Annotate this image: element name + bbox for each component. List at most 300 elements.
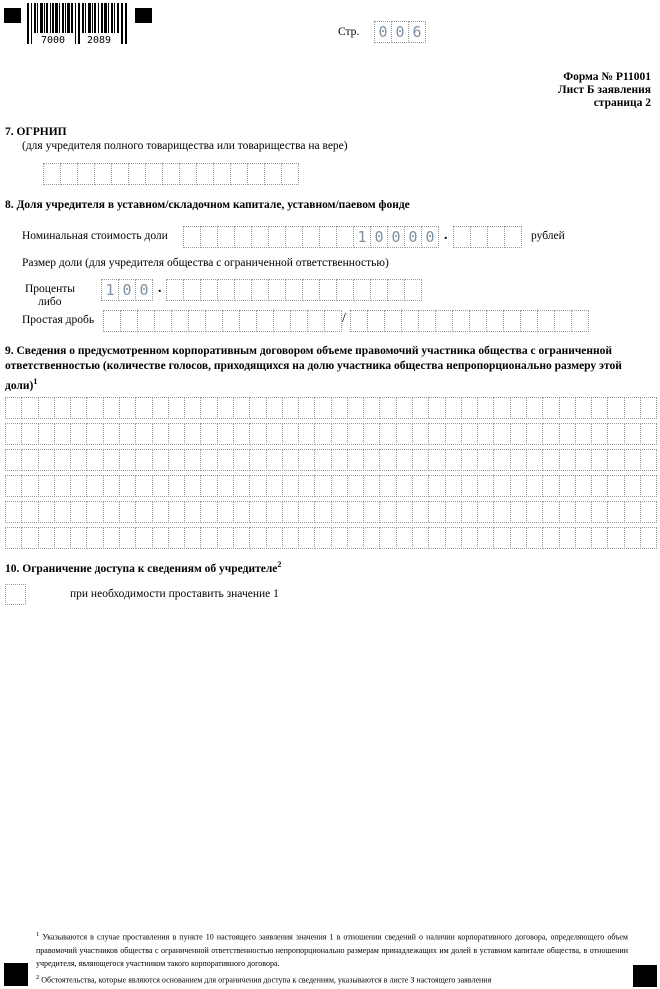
form-cell[interactable] [103, 501, 120, 523]
form-cell[interactable] [152, 501, 169, 523]
form-cell[interactable] [183, 226, 201, 248]
form-cell[interactable] [273, 310, 291, 332]
form-cell[interactable] [249, 423, 266, 445]
form-cell[interactable] [168, 527, 185, 549]
form-cell[interactable] [640, 501, 657, 523]
form-cell[interactable] [290, 310, 308, 332]
form-cell[interactable] [171, 310, 189, 332]
form-cell[interactable] [285, 279, 303, 301]
form-cell[interactable] [21, 501, 38, 523]
form-cell[interactable] [251, 226, 269, 248]
form-cell[interactable] [233, 423, 250, 445]
form-cell[interactable] [247, 163, 265, 185]
form-cell[interactable] [298, 449, 315, 471]
form-cell[interactable] [461, 423, 478, 445]
form-cell[interactable] [445, 397, 462, 419]
form-cell[interactable] [510, 449, 527, 471]
form-cell[interactable] [196, 163, 214, 185]
form-cell[interactable] [331, 527, 348, 549]
form-cell[interactable] [38, 423, 55, 445]
text-field-row[interactable] [5, 527, 656, 549]
form-cell[interactable] [298, 501, 315, 523]
form-cell[interactable] [503, 310, 521, 332]
form-cell[interactable] [135, 527, 152, 549]
form-cell[interactable] [607, 501, 624, 523]
form-cell[interactable] [249, 527, 266, 549]
form-cell[interactable] [233, 449, 250, 471]
form-cell[interactable] [575, 397, 592, 419]
form-cell[interactable] [559, 501, 576, 523]
form-cell[interactable] [363, 397, 380, 419]
ogrnip-field[interactable] [43, 163, 298, 185]
fraction-denominator-field[interactable] [350, 310, 588, 332]
form-cell[interactable] [477, 397, 494, 419]
form-cell[interactable] [559, 449, 576, 471]
form-cell[interactable] [591, 501, 608, 523]
form-cell[interactable] [347, 501, 364, 523]
form-cell[interactable] [363, 449, 380, 471]
percent-int-field[interactable] [101, 279, 152, 301]
form-cell[interactable] [168, 475, 185, 497]
form-cell[interactable] [120, 310, 138, 332]
form-cell[interactable] [510, 475, 527, 497]
form-cell[interactable] [168, 397, 185, 419]
form-cell[interactable] [21, 397, 38, 419]
form-cell[interactable] [607, 527, 624, 549]
form-cell[interactable] [493, 423, 510, 445]
form-cell[interactable] [268, 279, 286, 301]
form-cell[interactable] [256, 310, 274, 332]
form-cell[interactable] [217, 501, 234, 523]
form-cell[interactable] [428, 397, 445, 419]
form-cell[interactable] [5, 527, 22, 549]
form-cell[interactable] [542, 397, 559, 419]
form-cell[interactable] [183, 279, 201, 301]
form-cell[interactable] [607, 475, 624, 497]
form-cell[interactable] [559, 475, 576, 497]
form-cell[interactable] [234, 226, 252, 248]
form-cell[interactable] [217, 226, 235, 248]
form-cell[interactable] [363, 501, 380, 523]
form-cell[interactable] [477, 475, 494, 497]
form-cell[interactable] [510, 501, 527, 523]
form-cell[interactable] [285, 226, 303, 248]
form-cell[interactable] [510, 527, 527, 549]
form-cell[interactable] [510, 423, 527, 445]
form-cell[interactable] [111, 163, 129, 185]
form-cell[interactable] [230, 163, 248, 185]
form-cell[interactable] [331, 397, 348, 419]
form-cell[interactable] [461, 475, 478, 497]
form-cell[interactable] [298, 397, 315, 419]
form-cell[interactable]: 0 [118, 279, 136, 301]
form-cell[interactable] [314, 501, 331, 523]
form-cell[interactable] [38, 397, 55, 419]
form-cell[interactable] [86, 475, 103, 497]
form-cell[interactable] [152, 527, 169, 549]
form-cell[interactable] [559, 527, 576, 549]
form-cell[interactable]: 0 [387, 226, 405, 248]
form-cell[interactable] [607, 449, 624, 471]
form-cell[interactable] [239, 310, 257, 332]
form-cell[interactable] [152, 449, 169, 471]
form-cell[interactable] [493, 501, 510, 523]
form-cell[interactable] [542, 449, 559, 471]
form-cell[interactable] [205, 310, 223, 332]
text-field-row[interactable] [5, 501, 656, 523]
form-cell[interactable] [119, 527, 136, 549]
form-cell[interactable] [331, 475, 348, 497]
form-cell[interactable] [526, 501, 543, 523]
form-cell[interactable] [5, 475, 22, 497]
form-cell[interactable] [379, 449, 396, 471]
form-cell[interactable] [591, 397, 608, 419]
form-cell[interactable] [233, 501, 250, 523]
form-cell[interactable] [363, 527, 380, 549]
form-cell[interactable] [282, 423, 299, 445]
form-cell[interactable] [542, 527, 559, 549]
form-cell[interactable] [5, 423, 22, 445]
form-cell[interactable] [461, 501, 478, 523]
form-cell[interactable] [396, 475, 413, 497]
form-cell[interactable] [640, 475, 657, 497]
form-cell[interactable] [624, 449, 641, 471]
form-cell[interactable] [152, 423, 169, 445]
form-cell[interactable] [314, 423, 331, 445]
form-cell[interactable] [575, 527, 592, 549]
form-cell[interactable] [452, 310, 470, 332]
form-cell[interactable] [396, 397, 413, 419]
form-cell[interactable] [200, 527, 217, 549]
form-cell[interactable] [537, 310, 555, 332]
form-cell[interactable] [217, 423, 234, 445]
form-cell[interactable] [477, 423, 494, 445]
form-cell[interactable] [184, 527, 201, 549]
form-cell[interactable] [282, 449, 299, 471]
form-cell[interactable] [624, 423, 641, 445]
form-cell[interactable] [640, 527, 657, 549]
form-cell[interactable] [282, 501, 299, 523]
form-cell[interactable] [477, 527, 494, 549]
form-cell[interactable] [591, 527, 608, 549]
form-cell[interactable] [412, 475, 429, 497]
form-cell[interactable] [542, 423, 559, 445]
text-field-row[interactable] [5, 475, 656, 497]
form-cell[interactable] [607, 423, 624, 445]
form-cell[interactable] [200, 397, 217, 419]
form-cell[interactable] [168, 501, 185, 523]
form-cell[interactable] [486, 310, 504, 332]
form-cell[interactable] [200, 279, 218, 301]
form-cell[interactable] [469, 310, 487, 332]
form-cell[interactable] [135, 449, 152, 471]
form-cell[interactable] [353, 279, 371, 301]
text-field-row[interactable] [5, 449, 656, 471]
form-cell[interactable] [233, 527, 250, 549]
form-cell[interactable] [200, 475, 217, 497]
form-cell[interactable] [119, 501, 136, 523]
form-cell[interactable] [554, 310, 572, 332]
form-cell[interactable] [184, 501, 201, 523]
form-cell[interactable] [559, 423, 576, 445]
form-cell[interactable] [350, 310, 368, 332]
form-cell[interactable] [347, 527, 364, 549]
form-cell[interactable] [21, 475, 38, 497]
form-cell[interactable] [298, 475, 315, 497]
form-cell[interactable] [282, 527, 299, 549]
form-cell[interactable] [298, 423, 315, 445]
form-cell[interactable]: 1 [101, 279, 119, 301]
form-cell[interactable] [461, 527, 478, 549]
form-cell[interactable] [526, 397, 543, 419]
form-cell[interactable] [319, 279, 337, 301]
form-cell[interactable] [103, 475, 120, 497]
form-cell[interactable]: 0 [391, 21, 409, 43]
form-cell[interactable] [331, 423, 348, 445]
form-cell[interactable] [307, 310, 325, 332]
form-cell[interactable] [526, 449, 543, 471]
form-cell[interactable] [70, 527, 87, 549]
form-cell[interactable] [264, 163, 282, 185]
form-cell[interactable] [445, 475, 462, 497]
form-cell[interactable] [477, 449, 494, 471]
form-cell[interactable] [298, 527, 315, 549]
form-cell[interactable] [336, 279, 354, 301]
form-cell[interactable] [428, 423, 445, 445]
form-cell[interactable] [379, 423, 396, 445]
form-cell[interactable] [5, 397, 22, 419]
form-cell[interactable] [179, 163, 197, 185]
form-cell[interactable] [137, 310, 155, 332]
nominal-value-int-field[interactable] [183, 226, 438, 248]
page-number-cells[interactable] [374, 21, 425, 43]
form-cell[interactable] [591, 423, 608, 445]
form-cell[interactable] [396, 423, 413, 445]
form-cell[interactable] [493, 449, 510, 471]
form-cell[interactable] [314, 397, 331, 419]
form-cell[interactable] [575, 475, 592, 497]
form-cell[interactable]: 0 [421, 226, 439, 248]
form-cell[interactable] [367, 310, 385, 332]
form-cell[interactable] [404, 279, 422, 301]
form-cell[interactable] [412, 501, 429, 523]
form-cell[interactable] [266, 527, 283, 549]
form-cell[interactable] [213, 163, 231, 185]
form-cell[interactable] [461, 397, 478, 419]
form-cell[interactable] [396, 527, 413, 549]
text-field-row[interactable] [5, 423, 656, 445]
form-cell[interactable] [166, 279, 184, 301]
form-cell[interactable] [103, 423, 120, 445]
form-cell[interactable] [281, 163, 299, 185]
form-cell[interactable] [640, 423, 657, 445]
form-cell[interactable] [428, 449, 445, 471]
form-cell[interactable] [493, 397, 510, 419]
form-cell[interactable] [70, 475, 87, 497]
form-cell[interactable] [21, 449, 38, 471]
form-cell[interactable] [54, 501, 71, 523]
form-cell[interactable] [559, 397, 576, 419]
form-cell[interactable] [510, 397, 527, 419]
form-cell[interactable] [428, 527, 445, 549]
form-cell[interactable] [54, 527, 71, 549]
form-cell[interactable] [168, 449, 185, 471]
corporate-agreement-text-field[interactable] [5, 397, 656, 553]
form-cell[interactable] [103, 449, 120, 471]
form-cell[interactable] [21, 423, 38, 445]
form-cell[interactable] [401, 310, 419, 332]
form-cell[interactable] [38, 527, 55, 549]
form-cell[interactable] [504, 226, 522, 248]
form-cell[interactable] [379, 501, 396, 523]
form-cell[interactable] [249, 501, 266, 523]
form-cell[interactable] [86, 501, 103, 523]
form-cell[interactable] [54, 397, 71, 419]
form-cell[interactable] [591, 475, 608, 497]
form-cell[interactable] [119, 423, 136, 445]
form-cell[interactable] [324, 310, 342, 332]
form-cell[interactable] [445, 423, 462, 445]
form-cell[interactable] [86, 449, 103, 471]
form-cell[interactable] [461, 449, 478, 471]
form-cell[interactable] [314, 475, 331, 497]
form-cell[interactable] [412, 423, 429, 445]
form-cell[interactable] [103, 310, 121, 332]
form-cell[interactable] [86, 423, 103, 445]
form-cell[interactable] [526, 527, 543, 549]
form-cell[interactable] [302, 226, 320, 248]
form-cell[interactable] [119, 397, 136, 419]
form-cell[interactable] [135, 475, 152, 497]
form-cell[interactable] [54, 475, 71, 497]
form-cell[interactable] [624, 397, 641, 419]
form-cell[interactable] [200, 501, 217, 523]
form-cell[interactable] [477, 501, 494, 523]
form-cell[interactable] [152, 475, 169, 497]
form-cell[interactable] [70, 397, 87, 419]
form-cell[interactable] [412, 527, 429, 549]
form-cell[interactable] [233, 475, 250, 497]
form-cell[interactable] [94, 163, 112, 185]
form-cell[interactable]: 0 [135, 279, 153, 301]
form-cell[interactable] [21, 527, 38, 549]
form-cell[interactable] [384, 310, 402, 332]
form-cell[interactable] [331, 501, 348, 523]
form-cell[interactable] [428, 475, 445, 497]
nominal-value-frac-field[interactable] [453, 226, 521, 248]
form-cell[interactable] [607, 397, 624, 419]
form-cell[interactable] [152, 397, 169, 419]
form-cell[interactable] [184, 397, 201, 419]
form-cell[interactable] [435, 310, 453, 332]
form-cell[interactable] [571, 310, 589, 332]
form-cell[interactable] [217, 527, 234, 549]
form-cell[interactable] [70, 501, 87, 523]
form-cell[interactable] [266, 475, 283, 497]
form-cell[interactable] [347, 449, 364, 471]
form-cell[interactable] [396, 501, 413, 523]
form-cell[interactable] [217, 279, 235, 301]
form-cell[interactable] [119, 475, 136, 497]
form-cell[interactable] [526, 423, 543, 445]
form-cell[interactable] [428, 501, 445, 523]
form-cell[interactable] [493, 475, 510, 497]
form-cell[interactable] [38, 475, 55, 497]
form-cell[interactable] [445, 501, 462, 523]
form-cell[interactable] [526, 475, 543, 497]
form-cell[interactable] [60, 163, 78, 185]
form-cell[interactable] [412, 449, 429, 471]
form-cell[interactable] [542, 501, 559, 523]
form-cell[interactable] [575, 501, 592, 523]
form-cell[interactable] [314, 527, 331, 549]
form-cell[interactable] [249, 449, 266, 471]
form-cell[interactable] [302, 279, 320, 301]
form-cell[interactable] [412, 397, 429, 419]
form-cell[interactable] [251, 279, 269, 301]
form-cell[interactable] [217, 449, 234, 471]
form-cell[interactable] [43, 163, 61, 185]
form-cell[interactable]: 0 [374, 21, 392, 43]
form-cell[interactable] [282, 397, 299, 419]
form-cell[interactable] [542, 475, 559, 497]
form-cell[interactable] [370, 279, 388, 301]
form-cell[interactable] [487, 226, 505, 248]
fraction-numerator-field[interactable] [103, 310, 341, 332]
form-cell[interactable] [184, 423, 201, 445]
form-cell[interactable] [363, 423, 380, 445]
form-cell[interactable] [200, 423, 217, 445]
form-cell[interactable]: 6 [408, 21, 426, 43]
form-cell[interactable]: 1 [353, 226, 371, 248]
form-cell[interactable] [387, 279, 405, 301]
form-cell[interactable] [591, 449, 608, 471]
form-cell[interactable] [268, 226, 286, 248]
form-cell[interactable] [379, 475, 396, 497]
form-cell[interactable] [379, 527, 396, 549]
form-cell[interactable] [200, 449, 217, 471]
form-cell[interactable] [222, 310, 240, 332]
form-cell[interactable] [445, 449, 462, 471]
form-cell[interactable] [217, 475, 234, 497]
form-cell[interactable] [135, 423, 152, 445]
form-cell[interactable] [624, 475, 641, 497]
form-cell[interactable] [233, 397, 250, 419]
form-cell[interactable] [184, 475, 201, 497]
form-cell[interactable] [103, 397, 120, 419]
form-cell[interactable] [314, 449, 331, 471]
access-restriction-checkbox[interactable] [5, 584, 26, 605]
form-cell[interactable] [86, 527, 103, 549]
form-cell[interactable]: 0 [404, 226, 422, 248]
form-cell[interactable] [575, 423, 592, 445]
form-cell[interactable] [493, 527, 510, 549]
form-cell[interactable] [640, 449, 657, 471]
form-cell[interactable] [363, 475, 380, 497]
form-cell[interactable] [336, 226, 354, 248]
form-cell[interactable] [234, 279, 252, 301]
form-cell[interactable] [418, 310, 436, 332]
form-cell[interactable] [103, 527, 120, 549]
form-cell[interactable] [445, 527, 462, 549]
form-cell[interactable] [640, 397, 657, 419]
form-cell[interactable] [217, 397, 234, 419]
form-cell[interactable] [86, 397, 103, 419]
form-cell[interactable] [319, 226, 337, 248]
form-cell[interactable] [128, 163, 146, 185]
form-cell[interactable] [266, 501, 283, 523]
percent-frac-field[interactable] [166, 279, 421, 301]
